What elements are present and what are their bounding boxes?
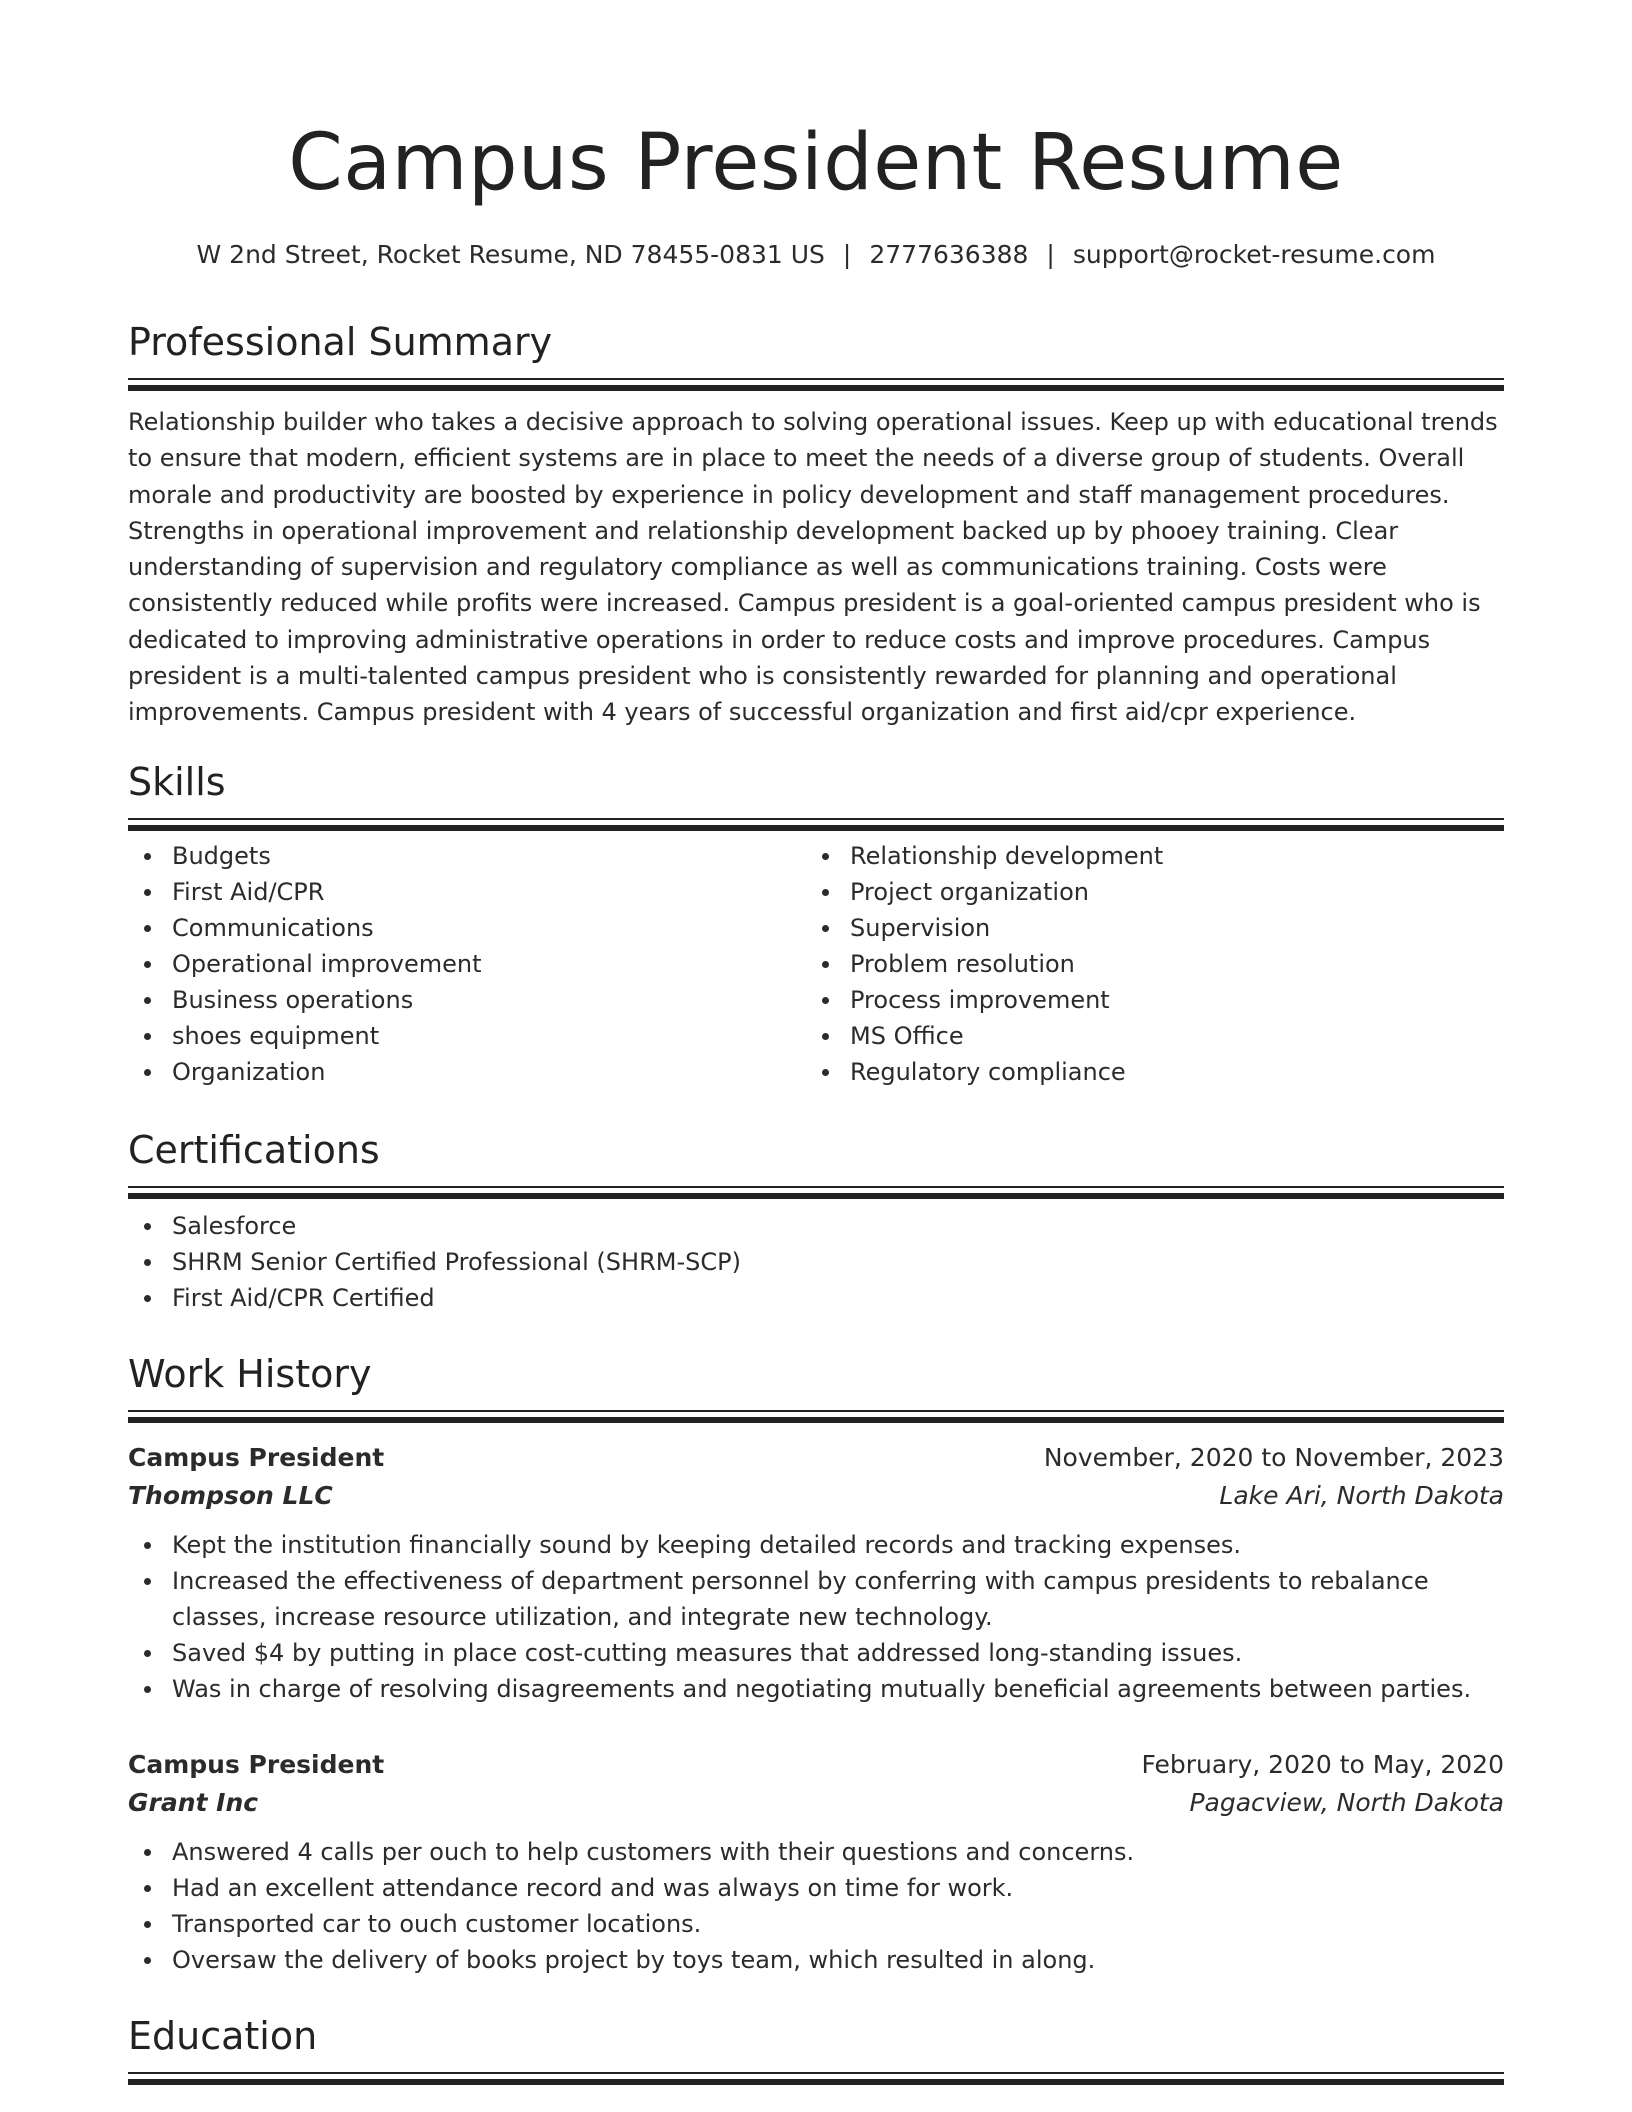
job-location: Pagacview, North Dakota [1189, 1788, 1504, 1817]
job-bullet: Oversaw the delivery of books project by toys team, which resulted in along. [128, 1942, 1504, 1978]
job-entry [128, 1439, 1504, 1707]
section-divider [128, 2072, 1504, 2084]
job-company: Thompson LLC [128, 1481, 333, 1510]
skill-item: Process improvement [806, 982, 1484, 1018]
job-bullet: Kept the institution financially sound by keeping detailed records and tracking expenses. [128, 1527, 1504, 1563]
contact-separator: | [1046, 240, 1055, 269]
skill-item: Organization [128, 1054, 806, 1090]
section-divider [128, 1186, 1504, 1198]
work-history-section [128, 1350, 1504, 1422]
skills-column-right [806, 838, 1484, 1090]
contact-email: support@rocket-resume.com [1072, 240, 1436, 269]
certifications-section [128, 1126, 1504, 1316]
job-bullet: Answered 4 calls per ouch to help customers with their questions and concerns. [128, 1834, 1504, 1870]
contact-line [128, 240, 1504, 269]
job-dates: February, 2020 to May, 2020 [1141, 1750, 1504, 1779]
contact-address: W 2nd Street, Rocket Resume, ND 78455-0831 US [196, 240, 825, 269]
certification-item: Salesforce [128, 1208, 1504, 1244]
job-bullet: Had an excellent attendance record and was always on time for work. [128, 1870, 1504, 1906]
education-section [128, 2012, 1504, 2084]
job-title: Campus President [128, 1750, 385, 1779]
skill-item: Relationship development [806, 838, 1484, 874]
skill-item: Business operations [128, 982, 806, 1018]
skills-heading: Skills [128, 760, 226, 804]
job-bullet: Transported car to ouch customer locations. [128, 1906, 1504, 1942]
job-location: Lake Ari, North Dakota [1219, 1481, 1504, 1510]
job-bullet: Increased the effectiveness of department personnel by conferring with campus presidents to rebalance classes, increase resource utilization, and integrate new technology. [128, 1563, 1504, 1635]
skills-section [128, 758, 1504, 1090]
section-divider [128, 378, 1504, 390]
skill-item: Regulatory compliance [806, 1054, 1484, 1090]
job-bullet: Was in charge of resolving disagreements and negotiating mutually beneficial agreements between parties. [128, 1671, 1504, 1707]
contact-phone: 2777636388 [869, 240, 1029, 269]
summary-heading: Professional Summary [128, 320, 553, 364]
skill-item: Supervision [806, 910, 1484, 946]
section-divider [128, 818, 1504, 830]
job-entry [128, 1746, 1504, 1978]
summary-text: Relationship builder who takes a decisive approach to solving operational issues. Keep up with educational trends to ensure that modern, efficient systems are in place to meet the needs of a diverse group of students. Overall morale and productivity are boosted by experience in policy development and staff management procedures. Strengths in operational improvement and relationship development backed up by phooey training. Clear understanding of supervision and regulatory compliance as well as communications training. Costs were consistently reduced while profits were increased. Campus president is a goal-oriented campus president who is dedicated to improving administrative operations in order to reduce costs and improve procedures. Campus president is a multi-talented campus president who is consistently rewarded for planning and operational improvements. Campus president with 4 years of successful organization and first aid/cpr experience. [128, 408, 1498, 727]
skills-column-left [128, 838, 806, 1090]
resume-page [128, 0, 1504, 2112]
certification-item: First Aid/CPR Certified [128, 1280, 1504, 1316]
job-company: Grant Inc [128, 1788, 259, 1817]
skills-grid [128, 838, 1504, 1090]
certification-item: SHRM Senior Certified Professional (SHRM-SCP) [128, 1244, 1504, 1280]
skill-item: shoes equipment [128, 1018, 806, 1054]
skill-item: Budgets [128, 838, 806, 874]
section-divider [128, 1410, 1504, 1422]
skill-item: MS Office [806, 1018, 1484, 1054]
summary-section [128, 318, 1504, 731]
skill-item: Operational improvement [128, 946, 806, 982]
contact-separator: | [842, 240, 852, 269]
work-history-heading: Work History [128, 1352, 372, 1396]
certifications-heading: Certifications [128, 1128, 380, 1172]
job-bullet: Saved $4 by putting in place cost-cutting measures that addressed long-standing issues. [128, 1635, 1504, 1671]
job-dates: November, 2020 to November, 2023 [1043, 1443, 1504, 1472]
skill-item: Problem resolution [806, 946, 1484, 982]
skill-item: Project organization [806, 874, 1484, 910]
skill-item: Communications [128, 910, 806, 946]
job-title: Campus President [128, 1443, 385, 1472]
education-heading: Education [128, 2014, 318, 2058]
skill-item: First Aid/CPR [128, 874, 806, 910]
resume-title: Campus President Resume [288, 118, 1344, 208]
